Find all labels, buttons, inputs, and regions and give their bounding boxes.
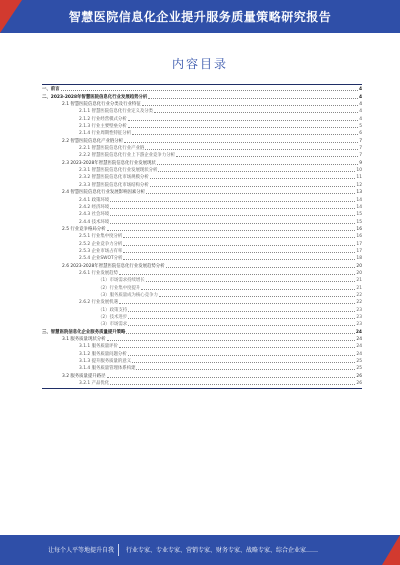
toc-entry-label: 2.3.3 智慧医院信息化市场结构分析: [79, 182, 149, 188]
toc-entry-label: 2.2.1 智慧医院信息化行业产业链: [79, 146, 145, 152]
toc-dot-leader: [166, 267, 356, 268]
toc-entry[interactable]: [42, 364, 362, 371]
toc-dot-leader: [148, 98, 358, 99]
toc-dot-leader: [119, 347, 355, 348]
toc-entry-label: 2.3.2 智慧医院信息化市场规模分析: [79, 175, 149, 181]
toc-entry-label: （2）技术进步: [98, 315, 128, 320]
toc-entry-page-number: 12: [356, 182, 362, 188]
toc-entry-page-number: 24: [356, 344, 362, 350]
toc-entry-page-number: 23: [356, 307, 362, 313]
toc-dot-leader: [128, 318, 355, 319]
toc-entry-page-number: 21: [356, 278, 362, 284]
toc-entry-label: （2）行业集中度提升: [98, 285, 141, 291]
toc-entry-label: 2.4 智慧医院信息化行业发展影响因素分析: [62, 190, 146, 196]
toc-dot-leader: [146, 193, 355, 194]
toc-entry-page-number: 26: [356, 373, 362, 379]
toc-entry-label: 2.3.1 智慧医院信息化行业发展现状分析: [79, 168, 158, 174]
toc-entry-page-number: 10: [356, 168, 362, 174]
toc-entry[interactable]: [42, 254, 362, 261]
toc-bottom-rule: [42, 388, 362, 389]
toc-entry-label: 2.1.1 智慧医院信息化行业定义及分类: [79, 109, 154, 115]
toc-entry-page-number: 7: [359, 153, 362, 159]
toc-entry-page-number: 9: [359, 160, 362, 166]
toc-entry-page-number: 17: [356, 248, 362, 254]
report-header-banner: [0, 0, 400, 33]
toc-entry[interactable]: [42, 232, 362, 239]
footer-divider: [118, 544, 119, 556]
toc-entry-label: 2.4.2 经济环境: [79, 204, 110, 210]
toc-entry[interactable]: [42, 379, 362, 386]
toc-dot-leader: [128, 127, 359, 128]
toc-entry[interactable]: [42, 225, 362, 232]
toc-entry[interactable]: [42, 122, 362, 129]
toc-entry-label: 2.1 智慧医院信息化行业分类及行业特征: [62, 102, 141, 108]
toc-dot-leader: [128, 325, 355, 326]
toc-entry-label: 2.4.4 技术环境: [79, 219, 110, 225]
toc-entry-page-number: 25: [356, 359, 362, 365]
toc-dot-leader: [128, 355, 356, 356]
toc-entry[interactable]: [42, 166, 362, 173]
toc-entry-page-number: 4: [358, 94, 362, 100]
toc-entry[interactable]: [42, 136, 362, 143]
toc-entry-label: 3.1.1 服务质量评价: [79, 344, 118, 350]
toc-entry-label: 2.5.2 企业竞争力分析: [79, 241, 123, 247]
toc-entry[interactable]: [42, 327, 362, 334]
toc-entry-label: 3.1.2 服务质量问题分析: [79, 351, 127, 357]
toc-entry[interactable]: [42, 313, 362, 320]
toc-entry-page-number: 4: [359, 102, 362, 108]
toc-heading: 内容目录: [171, 57, 228, 71]
toc-entry-label: 2.5.1 行业集中度分析: [79, 234, 123, 240]
toc-dot-leader: [107, 340, 356, 341]
toc-entry-page-number: 13: [356, 190, 362, 196]
toc-entry[interactable]: [42, 342, 362, 349]
toc-entry-page-number: 17: [356, 241, 362, 247]
toc-entry-label: 2.4.3 社会环境: [79, 212, 110, 218]
toc-entry-label: 2.1.4 行业周期性特征分析: [79, 131, 132, 137]
toc-dot-leader: [128, 120, 359, 121]
toc-entry[interactable]: [42, 239, 362, 246]
toc-entry[interactable]: [42, 291, 362, 298]
toc-entry[interactable]: [42, 129, 362, 136]
toc-dot-leader: [123, 252, 355, 253]
toc-entry[interactable]: [42, 210, 362, 217]
toc-entry-label: （1）政策支持: [98, 307, 128, 313]
toc-entry-page-number: 16: [356, 226, 362, 232]
toc-entry-page-number: 26: [356, 381, 362, 387]
toc-entry-label: 2.1.2 行业经营模式分析: [79, 116, 127, 122]
toc-entry-label: 2.2 智慧医院信息化产业链分析: [62, 138, 124, 144]
toc-entry-page-number: 7: [359, 138, 362, 144]
toc-entry-label: 2.6.1 行业发展趋势: [79, 270, 118, 276]
toc-entry-label: 2.5.4 企业SWOT分析: [79, 256, 123, 262]
toc-entry[interactable]: [42, 114, 362, 121]
toc-entry-label: 3.2.1 产品优化: [79, 381, 110, 387]
toc-dot-leader: [176, 156, 358, 157]
toc-entry-page-number: 20: [356, 263, 362, 269]
toc-entry-page-number: 24: [355, 329, 362, 335]
toc-dot-leader: [126, 333, 354, 334]
toc-dot-leader: [61, 90, 358, 91]
toc-entry-label: 3.2 服务质量提升路径: [62, 373, 106, 379]
toc-entry-page-number: 14: [356, 197, 362, 203]
toc-entry[interactable]: [42, 151, 362, 158]
toc-dot-leader: [159, 296, 356, 297]
toc-dot-leader: [132, 362, 355, 363]
toc-entry-page-number: 20: [356, 270, 362, 276]
toc-entry[interactable]: [42, 92, 362, 99]
toc-entry-page-number: 4: [359, 109, 362, 115]
toc-dot-leader: [157, 164, 358, 165]
toc-dot-leader: [128, 311, 355, 312]
toc-entry-page-number: 23: [356, 322, 362, 328]
toc-dot-leader: [110, 223, 355, 224]
toc-entry-page-number: 25: [356, 366, 362, 372]
footer-experts-text: 行业专家、专业专家、营销专家、财务专家、战略专家、综合企业家……: [126, 547, 319, 554]
toc-dot-leader: [119, 274, 355, 275]
toc-entry-page-number: 15: [356, 219, 362, 225]
toc-dot-leader: [132, 134, 358, 135]
toc-dot-leader: [110, 201, 355, 202]
toc-entry-page-number: 6: [359, 131, 362, 137]
toc-entry-page-number: 18: [356, 256, 362, 262]
toc-entry[interactable]: [42, 247, 362, 254]
footer-slogan: 让每个人平等地提升自我: [48, 547, 115, 554]
toc-entry[interactable]: [42, 173, 362, 180]
toc-dot-leader: [158, 171, 355, 172]
toc-entry[interactable]: [42, 195, 362, 202]
toc-entry-label: 3.1.3 提升服务质量的意义: [79, 359, 132, 365]
toc-entry-page-number: 22: [356, 292, 362, 298]
toc-entry[interactable]: [42, 335, 362, 342]
report-title: 智慧医院信息化企业提升服务质量策略研究报告: [68, 10, 332, 24]
toc-entry-label: （3）服务质量成为核心竞争力: [98, 292, 158, 298]
toc-entry-label: 2.5 行业竞争格局分析: [62, 226, 106, 232]
toc-dot-leader: [123, 237, 355, 238]
toc-entry-page-number: 21: [356, 285, 362, 291]
toc-dot-leader: [136, 369, 355, 370]
toc-entry[interactable]: [42, 217, 362, 224]
toc-entry[interactable]: [42, 349, 362, 356]
toc-entry[interactable]: [42, 107, 362, 114]
toc-dot-leader: [150, 178, 356, 179]
toc-entry[interactable]: [42, 320, 362, 327]
toc-entry-page-number: 15: [356, 212, 362, 218]
toc-entry[interactable]: [42, 305, 362, 312]
toc-dot-leader: [110, 384, 355, 385]
table-of-contents: [42, 85, 362, 386]
toc-entry[interactable]: [42, 261, 362, 268]
toc-dot-leader: [145, 149, 358, 150]
toc-entry-label: 3.1 服务质量现状分析: [62, 337, 106, 343]
toc-dot-leader: [107, 230, 356, 231]
toc-dot-leader: [146, 281, 356, 282]
toc-entry-page-number: 24: [356, 351, 362, 357]
toc-entry[interactable]: [42, 188, 362, 195]
toc-dot-leader: [107, 377, 356, 378]
toc-entry[interactable]: [42, 85, 362, 92]
toc-entry[interactable]: [42, 100, 362, 107]
toc-entry-label: 二、2023-2028年智慧医院信息化行业发展趋势分析: [42, 94, 148, 100]
footer-accent-stripe: [382, 535, 400, 565]
toc-entry-page-number: 4: [358, 87, 362, 93]
toc-entry-label: 2.3 2023-2028年智慧医院信息化行业发展现状: [62, 160, 156, 166]
toc-entry[interactable]: [42, 276, 362, 283]
toc-entry-label: 2.6.2 行业发展机遇: [79, 300, 118, 306]
toc-dot-leader: [110, 215, 355, 216]
toc-entry-label: 2.1.3 行业主要壁垒分析: [79, 124, 127, 130]
report-footer-banner: [0, 535, 400, 565]
toc-entry-page-number: 11: [356, 175, 362, 181]
toc-entry[interactable]: [42, 203, 362, 210]
toc-entry[interactable]: [42, 180, 362, 187]
toc-entry-page-number: 23: [356, 315, 362, 320]
toc-entry[interactable]: [42, 298, 362, 305]
toc-entry-page-number: 5: [359, 124, 362, 130]
toc-entry[interactable]: [42, 269, 362, 276]
toc-entry[interactable]: [42, 357, 362, 364]
toc-dot-leader: [123, 245, 355, 246]
toc-entry[interactable]: [42, 283, 362, 290]
toc-entry-label: 2.5.3 企业市场占有率: [79, 248, 123, 254]
toc-dot-leader: [150, 186, 356, 187]
toc-entry[interactable]: [42, 158, 362, 165]
toc-entry-label: 2.6 2023-2028年智慧医院信息化行业发展趋势分析: [62, 263, 165, 269]
toc-entry-page-number: 22: [356, 300, 362, 306]
toc-entry-label: 一、前言: [42, 87, 60, 93]
toc-entry-label: 2.2.2 智慧医院信息化行业上下游企业竞争力分析: [79, 153, 175, 159]
toc-entry-label: （1）市场需求持续增长: [98, 278, 145, 284]
toc-dot-leader: [123, 259, 355, 260]
toc-entry-page-number: 24: [356, 337, 362, 343]
toc-entry-label: 三、智慧医院信息化企业服务质量提升策略: [42, 329, 126, 335]
toc-entry-page-number: 7: [359, 146, 362, 152]
toc-entry-label: （3）市场需求: [98, 322, 128, 328]
toc-entry[interactable]: [42, 144, 362, 151]
toc-dot-leader: [154, 112, 358, 113]
toc-entry-label: 3.1.4 服务质量管理体系构建: [79, 366, 136, 372]
toc-entry-page-number: 14: [356, 204, 362, 210]
toc-entry-page-number: 16: [356, 234, 362, 240]
toc-entry-page-number: 4: [359, 116, 362, 122]
toc-dot-leader: [142, 105, 359, 106]
toc-entry-label: 2.4.1 政策环境: [79, 197, 110, 203]
toc-dot-leader: [119, 303, 355, 304]
toc-dot-leader: [141, 289, 355, 290]
toc-entry[interactable]: [42, 371, 362, 378]
toc-dot-leader: [110, 208, 355, 209]
toc-dot-leader: [124, 142, 358, 143]
